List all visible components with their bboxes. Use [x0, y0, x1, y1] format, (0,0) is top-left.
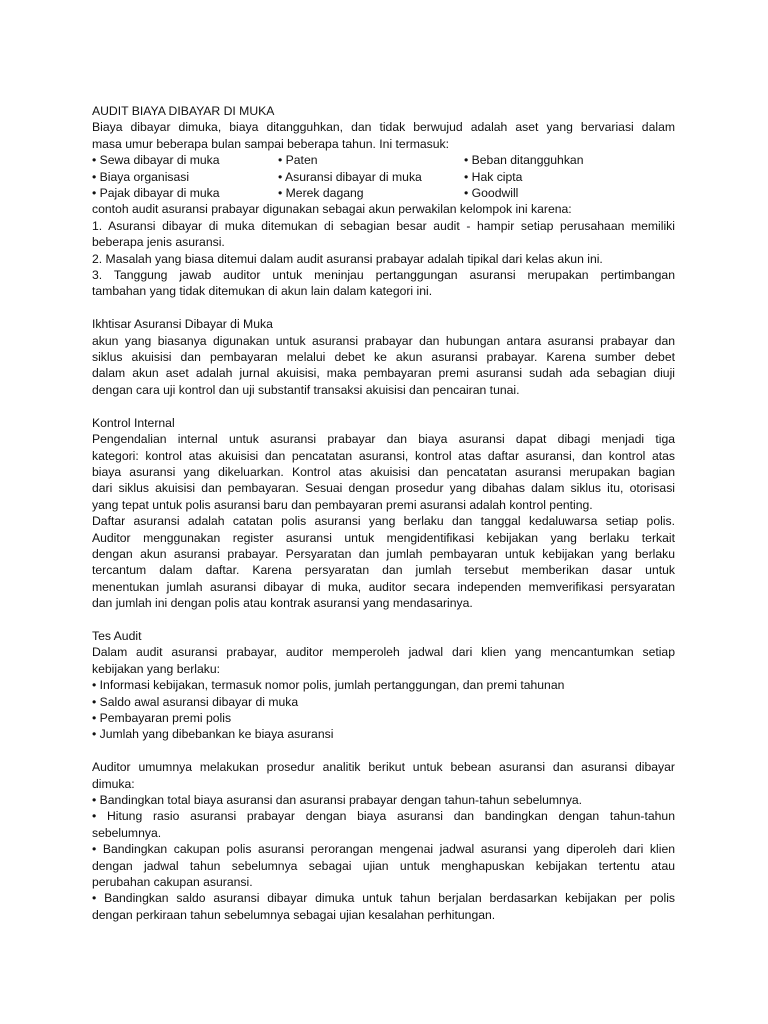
asset-item: • Beban ditangguhkan [464, 153, 584, 168]
section-heading-overview: Ikhtisar Asuransi Dibayar di Muka [92, 317, 273, 332]
paragraph-line: dalam akun aset adalah jurnal akuisisi, maka pembayaran premi asuransi sudah ada sebagian diuji [92, 366, 675, 381]
spacer [92, 743, 675, 759]
paragraph-line: Auditor umumnya melakukan prosedur analitik berikut untuk bebean asuransi dan asuransi dibayar [92, 760, 675, 775]
bullet-item: • Hitung rasio asuransi prabayar dengan biaya asuransi dan bandingkan dengan tahun-tahun [92, 809, 675, 824]
asset-item: • Pajak dibayar di muka [92, 186, 220, 201]
bullet-item: dengan jadwal tahun sebelumnya sebagai ujian untuk menghapuskan kebijakan tertentu atau [92, 858, 675, 873]
example-intro: contoh audit asuransi prabayar digunakan sebagai akun perwakilan kelompok ini karena: [92, 202, 572, 217]
paragraph-line: menentukan jumlah asuransi dibayar di muka, auditor secara independen memverifikasi persyaratan [92, 579, 675, 594]
paragraph-line: Auditor menggunakan register asuransi untuk mengidentifikasi kebijakan yang berlaku terkait [92, 530, 675, 545]
document-title: AUDIT BIAYA DIBAYAR DI MUKA [92, 104, 275, 118]
paragraph-line: Pengendalian internal untuk asuransi prabayar dan biaya asuransi dapat dibagi menjadi tiga [92, 432, 675, 447]
asset-row [92, 185, 675, 201]
reason-line: 3. Tanggung jawab auditor untuk meninjau pertanggungan asuransi merupakan pertimbangan [92, 268, 675, 283]
reason-line: beberapa jenis asuransi. [92, 235, 225, 250]
bullet-item: • Jumlah yang dibebankan ke biaya asuransi [92, 727, 334, 742]
paragraph-line: kategori: kontrol atas akuisisi dan pencatatan asuransi, kontrol atas daftar asuransi, dan kontrol atas [92, 448, 675, 463]
bullet-item: • Pembayaran premi polis [92, 710, 232, 725]
asset-item: • Merek dagang [278, 186, 364, 201]
spacer [92, 612, 675, 628]
paragraph-line: akun yang biasanya digunakan untuk asuransi prabayar dan hubungan antara asuransi prabayar dan [92, 333, 675, 348]
asset-item: • Asuransi dibayar di muka [278, 169, 422, 184]
paragraph-line: tercantum dalam daftar. Karena persyaratan dan jumlah tersebut memberikan dasar untuk [92, 563, 675, 578]
asset-item: • Hak cipta [464, 169, 523, 184]
bullet-item: • Informasi kebijakan, termasuk nomor polis, jumlah pertanggungan, dan premi tahunan [92, 678, 565, 693]
asset-item: • Sewa dibayar di muka [92, 153, 220, 168]
paragraph-line: dari siklus akuisisi dan pembayaran. Sesuai dengan prosedur yang dibahas dalam siklus itu, otorisasi [92, 481, 675, 496]
section-heading-tests: Tes Audit [92, 628, 142, 643]
reason-line: 1. Asuransi dibayar di muka ditemukan di sebagian besar audit - hampir setiap perusahaan memiliki [92, 218, 675, 233]
spacer [92, 300, 675, 316]
intro-line: masa umur beberapa bulan sampai beberapa tahun. Ini termasuk: [92, 136, 450, 151]
paragraph-line: dengan cara uji kontrol dan uji substantif transaksi akuisisi dan pencairan tunai. [92, 382, 520, 397]
bullet-item: • Bandingkan cakupan polis asuransi perorangan mengenai jadwal asuransi yang diperoleh dari klien [92, 842, 675, 857]
paragraph-line: Dalam audit asuransi prabayar, auditor memperoleh jadwal dari klien yang mencantumkan setiap [92, 645, 675, 660]
asset-item: • Goodwill [464, 186, 519, 201]
bullet-item: • Saldo awal asuransi dibayar di muka [92, 694, 299, 709]
paragraph-line: yang tepat untuk polis asuransi baru dan pembayaran premi asuransi adalah kontrol penting. [92, 497, 593, 512]
asset-list [92, 152, 675, 201]
paragraph-line: kebijakan yang berlaku: [92, 661, 221, 676]
asset-row [92, 152, 675, 168]
asset-item: • Paten [278, 153, 318, 168]
reason-line: tambahan yang tidak ditemukan di akun lain dalam kategori ini. [92, 284, 433, 299]
paragraph-line: biaya asuransi yang dikeluarkan. Kontrol atas akuisisi dan pencatatan asuransi merupakan bagian [92, 464, 675, 479]
bullet-item: sebelumnya. [92, 825, 162, 840]
asset-item: • Biaya organisasi [92, 169, 190, 184]
section-heading-control: Kontrol Internal [92, 415, 175, 430]
asset-row [92, 169, 675, 185]
reason-line: 2. Masalah yang biasa ditemui dalam audit asuransi prabayar adalah tipikal dari kelas akun ini. [92, 251, 603, 266]
bullet-item: perubahan cakupan asuransi. [92, 875, 253, 890]
bullet-item: • Bandingkan total biaya asuransi dan asuransi prabayar dengan tahun-tahun sebelumnya. [92, 793, 583, 807]
spacer [92, 398, 675, 414]
paragraph-line: dengan akun asuransi prabayar. Persyaratan dan jumlah pembayaran untuk kebijakan yang berlaku [92, 546, 675, 561]
bullet-item: • Bandingkan saldo asuransi dibayar dimuka untuk tahun berjalan berdasarkan kebijakan per polis [92, 891, 675, 906]
paragraph-line: dan jumlah ini dengan polis atau kontrak asuransi yang mendasarinya. [92, 596, 473, 611]
intro-line: Biaya dibayar dimuka, biaya ditangguhkan, dan tidak berwujud adalah aset yang bervariasi dalam [92, 120, 675, 135]
paragraph-line: siklus akuisisi dan pembayaran melalui debet ke akun asuransi prabayar. Karena sumber debet [92, 350, 675, 365]
paragraph-line: Daftar asuransi adalah catatan polis asuransi yang berlaku dan tanggal kedaluwarsa setiap polis. [92, 514, 675, 529]
bullet-item: dengan perkiraan tahun sebelumnya sebagai ujian kesalahan perhitungan. [92, 907, 496, 922]
paragraph-line: dimuka: [92, 776, 135, 791]
document-body [92, 103, 675, 923]
